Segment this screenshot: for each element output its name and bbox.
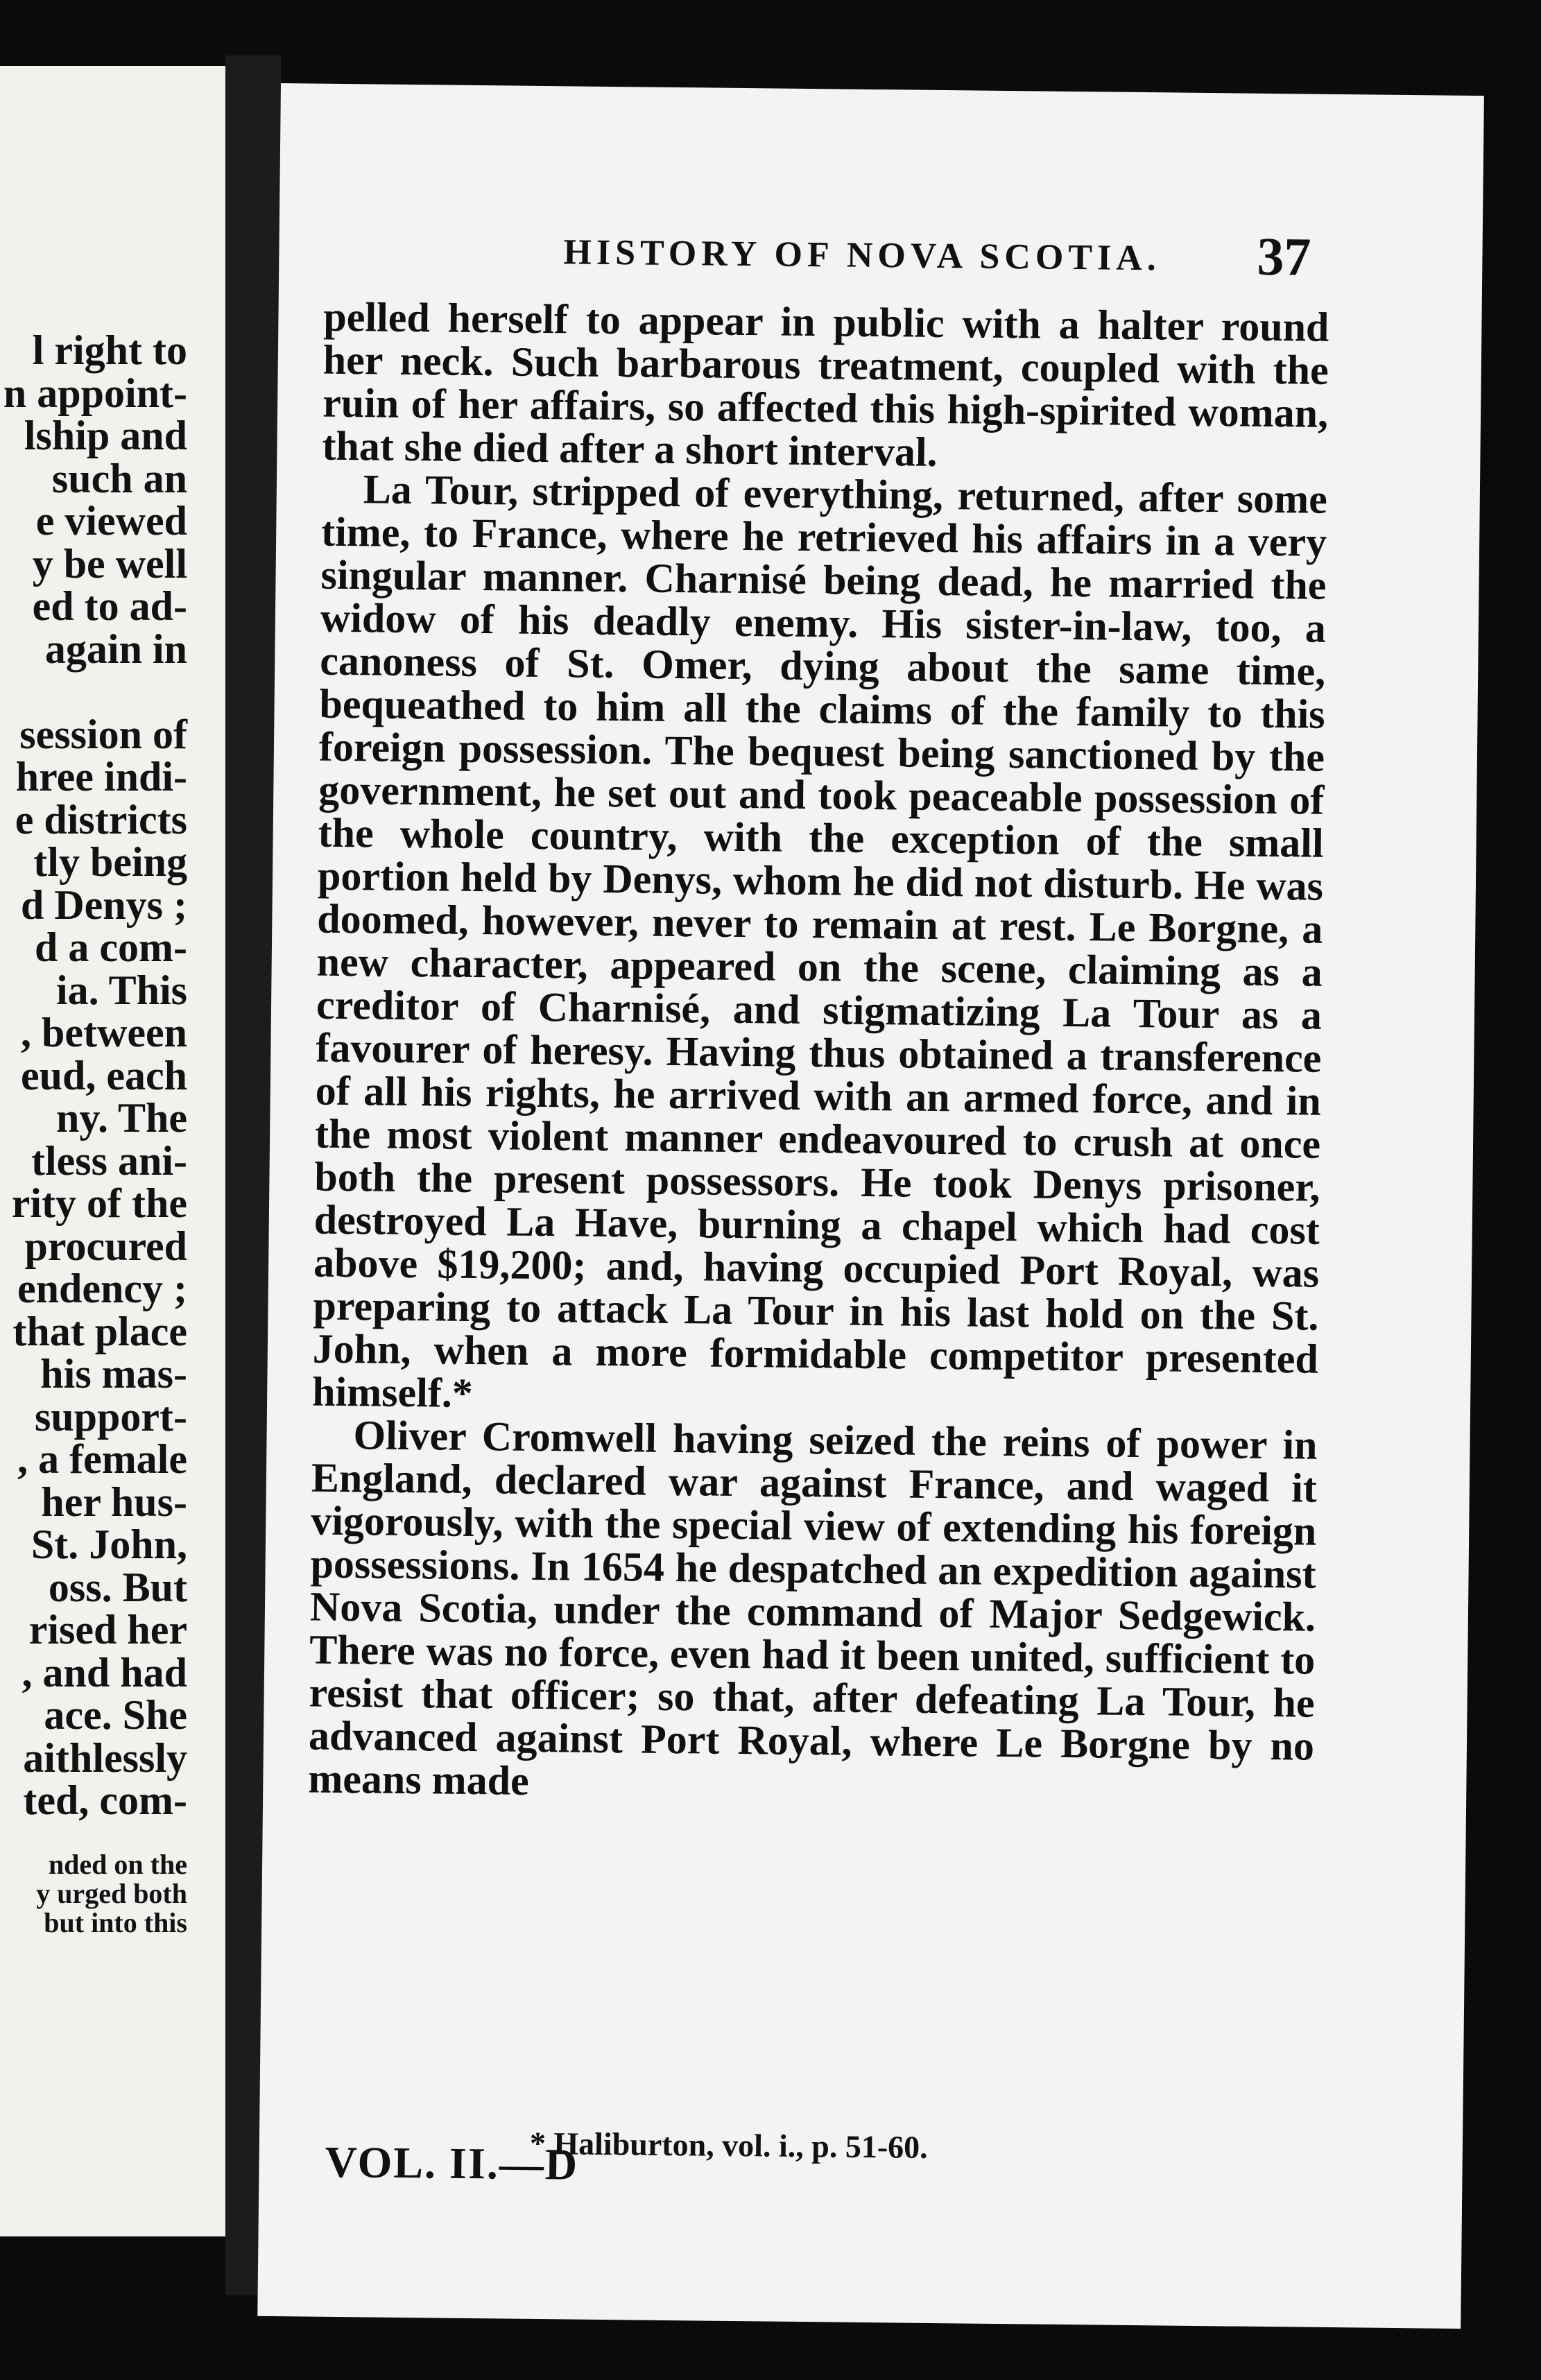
left-footnote-line: y urged both [36,1877,187,1909]
left-line: d a com- [35,924,187,970]
page-number: 37 [1257,225,1311,287]
left-line: tless ani- [31,1137,187,1184]
left-line: ny. The [56,1095,187,1141]
left-line: e viewed [35,498,187,544]
left-page-text [3,329,187,1938]
left-page-fragment [0,66,225,2236]
left-footnote-line: but into this [44,1906,187,1938]
right-page [257,83,1484,2329]
left-line: n appoint- [3,370,187,416]
left-line: rity of the [11,1180,187,1226]
left-line: hree indi- [15,754,187,800]
left-line: her hus- [41,1478,187,1525]
left-line: procured [24,1223,187,1269]
left-line: l right to [32,327,187,373]
left-line: aithlessly [23,1734,187,1781]
left-line: his mas- [40,1351,187,1397]
left-line: oss. But [48,1564,187,1610]
paragraph: pelled herself to appear in public with a halter round her neck. Such barbarous treatment, coupled with the ruin of her affairs, so affected this high-spirited woman, that she died after a short interval. [322,293,1329,475]
left-line [3,671,187,714]
paragraph: La Tour, stripped of everything, returned, after some time, to France, where he retrieved his affairs in a very singular manner. Charnisé being dead, he married the widow of his deadly enemy. His sister-in-law, too, a canoness of St. Omer, dying about the same time, bequeathed to him all the claims of the family to this foreign possession. The bequest being sanctioned by the government, he set out and took peaceable possession of the whole country, with the exception of the small portion held by Denys, whom he did not disturb. He was doomed, however, never to remain at rest. Le Borgne, a new character, appeared on the scene, claiming as a creditor of Charnisé, and stigmatizing La Tour as a favourer of heresy. Having thus obtained a transference of all his rights, he arrived with an armed force, and in the most violent manner endeavoured to crush at once both the present possessors. He took Denys prisoner, destroyed La Have, burning a chapel which had cost above $19,200; and, having occupied Port Royal, was preparing to attack La Tour in his last hold on the St. John, when a more formidable competitor presented himself.* [311,466,1328,1417]
left-line: ia. This [56,967,187,1013]
paragraph: Oliver Cromwell having seized the reins of power in England, declared war against France, and waged it vigorously, with the special view of extending his foreign possessions. In 1654 he despatched an expedition against Nova Scotia, under the command of Major Sedgewick. There was no force, even had it been united, sufficient to resist that officer; so that, after defeating La Tour, he advanced against Port Royal, where Le Borgne by no means made [308,1412,1318,1804]
left-line: ace. She [44,1692,187,1738]
left-line: support- [34,1393,187,1440]
left-line: such an [51,455,187,501]
left-footnote-line: nded on the [48,1848,187,1880]
left-line: , a female [17,1436,187,1482]
footnote: * Haliburton, vol. i., p. 51-60. [529,2125,928,2165]
scan-border [1484,0,1541,2380]
left-line: endency ; [17,1266,187,1311]
left-line: lship and [24,413,187,458]
left-line: session of [19,711,187,757]
page-body [308,295,1329,1811]
left-line: e districts [15,796,187,843]
left-line: ed to ad- [32,583,187,629]
left-line: rised her [28,1607,187,1653]
left-line: y be well [32,540,187,587]
running-header: HISTORY OF NOVA SCOTIA. [563,232,1162,279]
left-line: St. John, [31,1521,187,1567]
left-line: tly being [33,839,187,885]
left-line: , between [21,1010,187,1055]
left-line: eud, each [21,1052,187,1098]
left-line: that place [12,1308,187,1354]
signature-mark: VOL. II.—D [325,2137,579,2189]
left-line: d Denys ; [20,881,187,928]
left-line: ted, com- [23,1777,187,1823]
left-line: again in [44,626,187,672]
left-line: , and had [21,1649,187,1696]
